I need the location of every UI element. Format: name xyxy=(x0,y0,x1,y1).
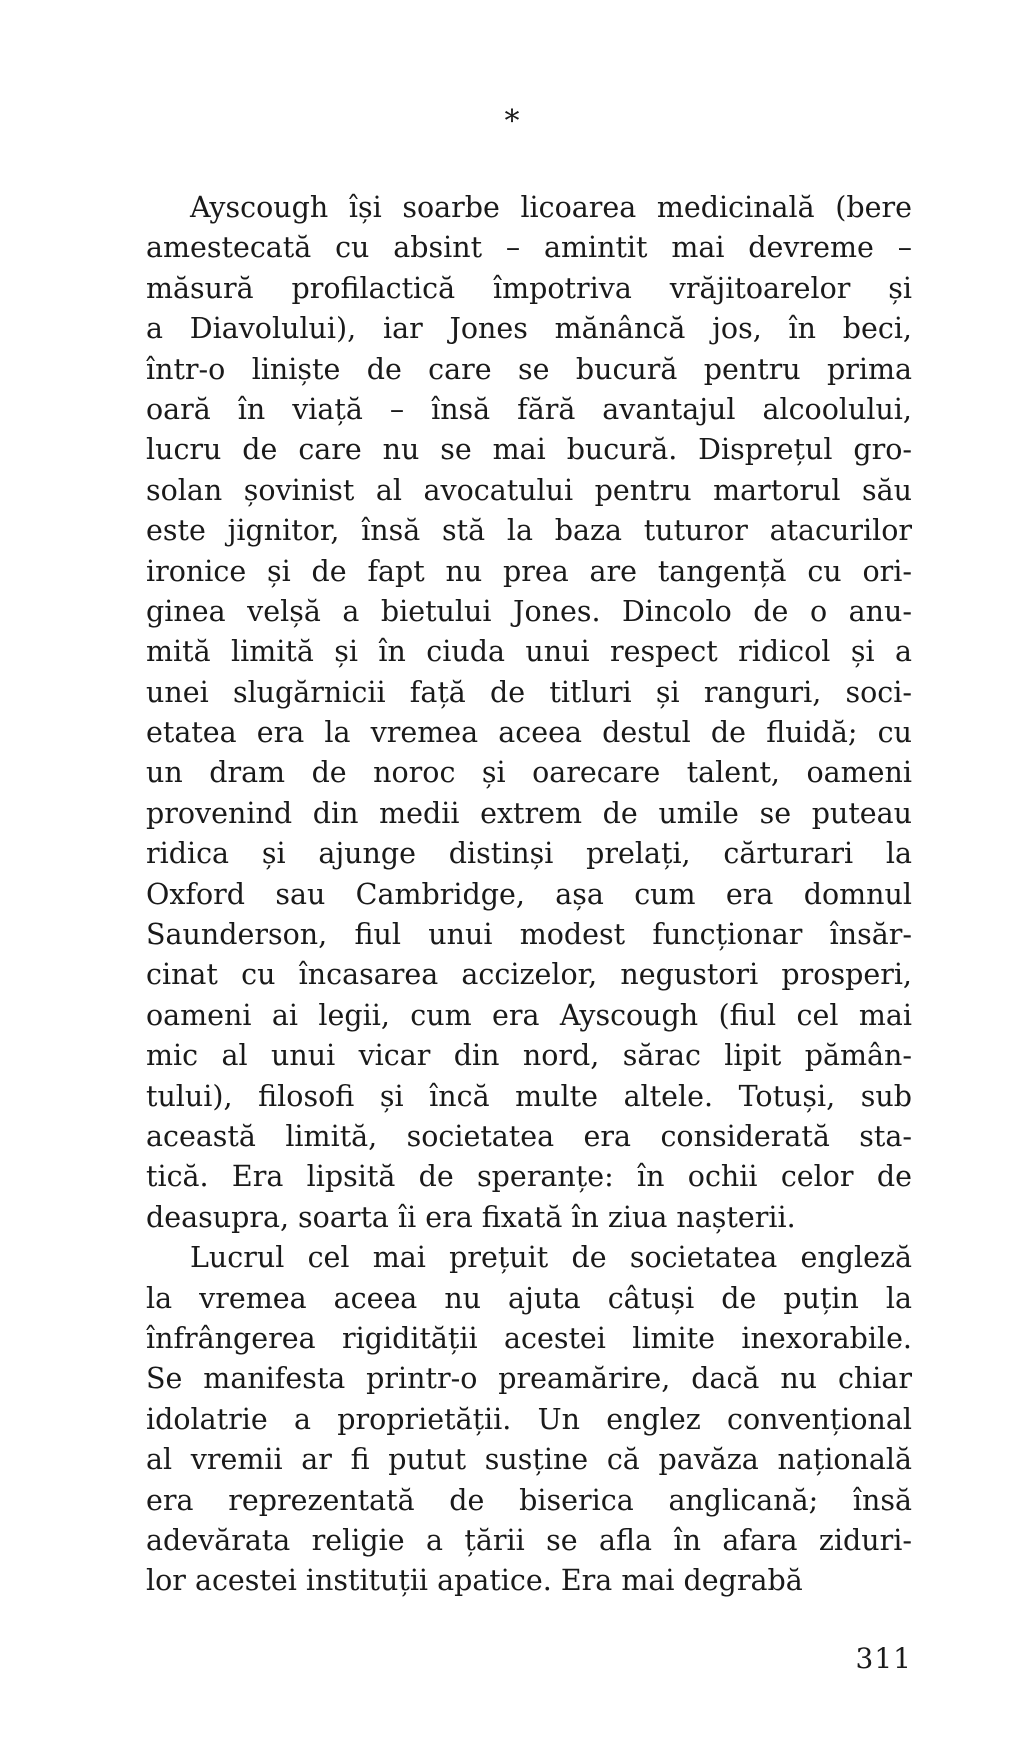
text-line: tului), filosofi și încă multe altele. Totuși, sub xyxy=(146,1079,912,1113)
text-line: provenind din medii extrem de umile se puteau xyxy=(146,796,912,830)
text-line: adevărata religie a țării se afla în afara ziduri- xyxy=(146,1523,912,1557)
text-line: idolatrie a proprietății. Un englez convențional xyxy=(146,1402,912,1436)
text-line: solan șovinist al avocatului pentru martorul său xyxy=(146,473,912,507)
text-line: amestecată cu absint – amintit mai devreme – xyxy=(146,231,912,265)
text-line: al vremii ar fi putut susține că pavăza națională xyxy=(146,1443,912,1477)
text-line: cinat cu încasarea accizelor, negustori prosperi, xyxy=(146,958,912,992)
text-line: oameni ai legii, cum era Ayscough (fiul cel mai xyxy=(146,998,912,1032)
text-line: un dram de noroc și oarecare talent, oameni xyxy=(146,756,912,790)
text-line: Ayscough își soarbe licoarea medicinală (bere xyxy=(190,191,912,224)
text-line: etatea era la vremea aceea destul de fluidă; cu xyxy=(146,716,912,750)
paragraph xyxy=(146,1238,912,1602)
paragraph xyxy=(146,188,912,1238)
text-line: tică. Era lipsită de speranțe: în ochii celor de xyxy=(146,1160,912,1194)
text-line: oară în viață – însă fără avantajul alcoolului, xyxy=(146,392,912,426)
text-line: mită limită și în ciuda unui respect ridicol și a xyxy=(146,635,912,669)
text-line: la vremea aceea nu ajuta câtuși de puțin la xyxy=(146,1281,912,1315)
text-line: era reprezentată de biserica anglicană; însă xyxy=(146,1483,912,1517)
text-line: măsură profilactică împotriva vrăjitoarelor și xyxy=(146,271,912,305)
text-line: lor acestei instituții apatice. Era mai degrabă xyxy=(146,1564,803,1598)
text-line: deasupra, soarta îi era fixată în ziua nașterii. xyxy=(146,1200,796,1234)
body-text xyxy=(146,188,912,1602)
text-line: această limită, societatea era considerată sta- xyxy=(146,1119,912,1153)
text-line: Saunderson, fiul unui modest funcționar însăr- xyxy=(146,918,912,952)
text-line: Se manifesta printr-o preamărire, dacă nu chiar xyxy=(146,1362,912,1396)
text-line: într-o liniște de care se bucură pentru prima xyxy=(146,352,912,386)
text-line: unei slugărnicii față de titluri și ranguri, soci- xyxy=(146,675,912,709)
text-line: ridica și ajunge distinși prelați, cărturari la xyxy=(146,837,912,871)
text-line: înfrângerea rigidității acestei limite inexorabile. xyxy=(146,1321,912,1355)
text-line: ironice și de fapt nu prea are tangență cu ori- xyxy=(146,554,912,588)
text-line: Lucrul cel mai prețuit de societatea engleză xyxy=(190,1241,912,1275)
text-line: mic al unui vicar din nord, sărac lipit pămân- xyxy=(146,1039,912,1073)
text-line: a Diavolului), iar Jones mănâncă jos, în beci, xyxy=(146,312,912,346)
section-separator: * xyxy=(504,104,520,139)
text-line: este jignitor, însă stă la baza tuturor atacurilor xyxy=(146,514,912,548)
text-line: Oxford sau Cambridge, așa cum era domnul xyxy=(146,877,912,911)
text-line: lucru de care nu se mai bucură. Disprețul gro- xyxy=(146,433,912,467)
text-line: ginea velșă a bietului Jones. Dincolo de o anu- xyxy=(146,594,912,628)
page-number: 311 xyxy=(855,1642,912,1675)
